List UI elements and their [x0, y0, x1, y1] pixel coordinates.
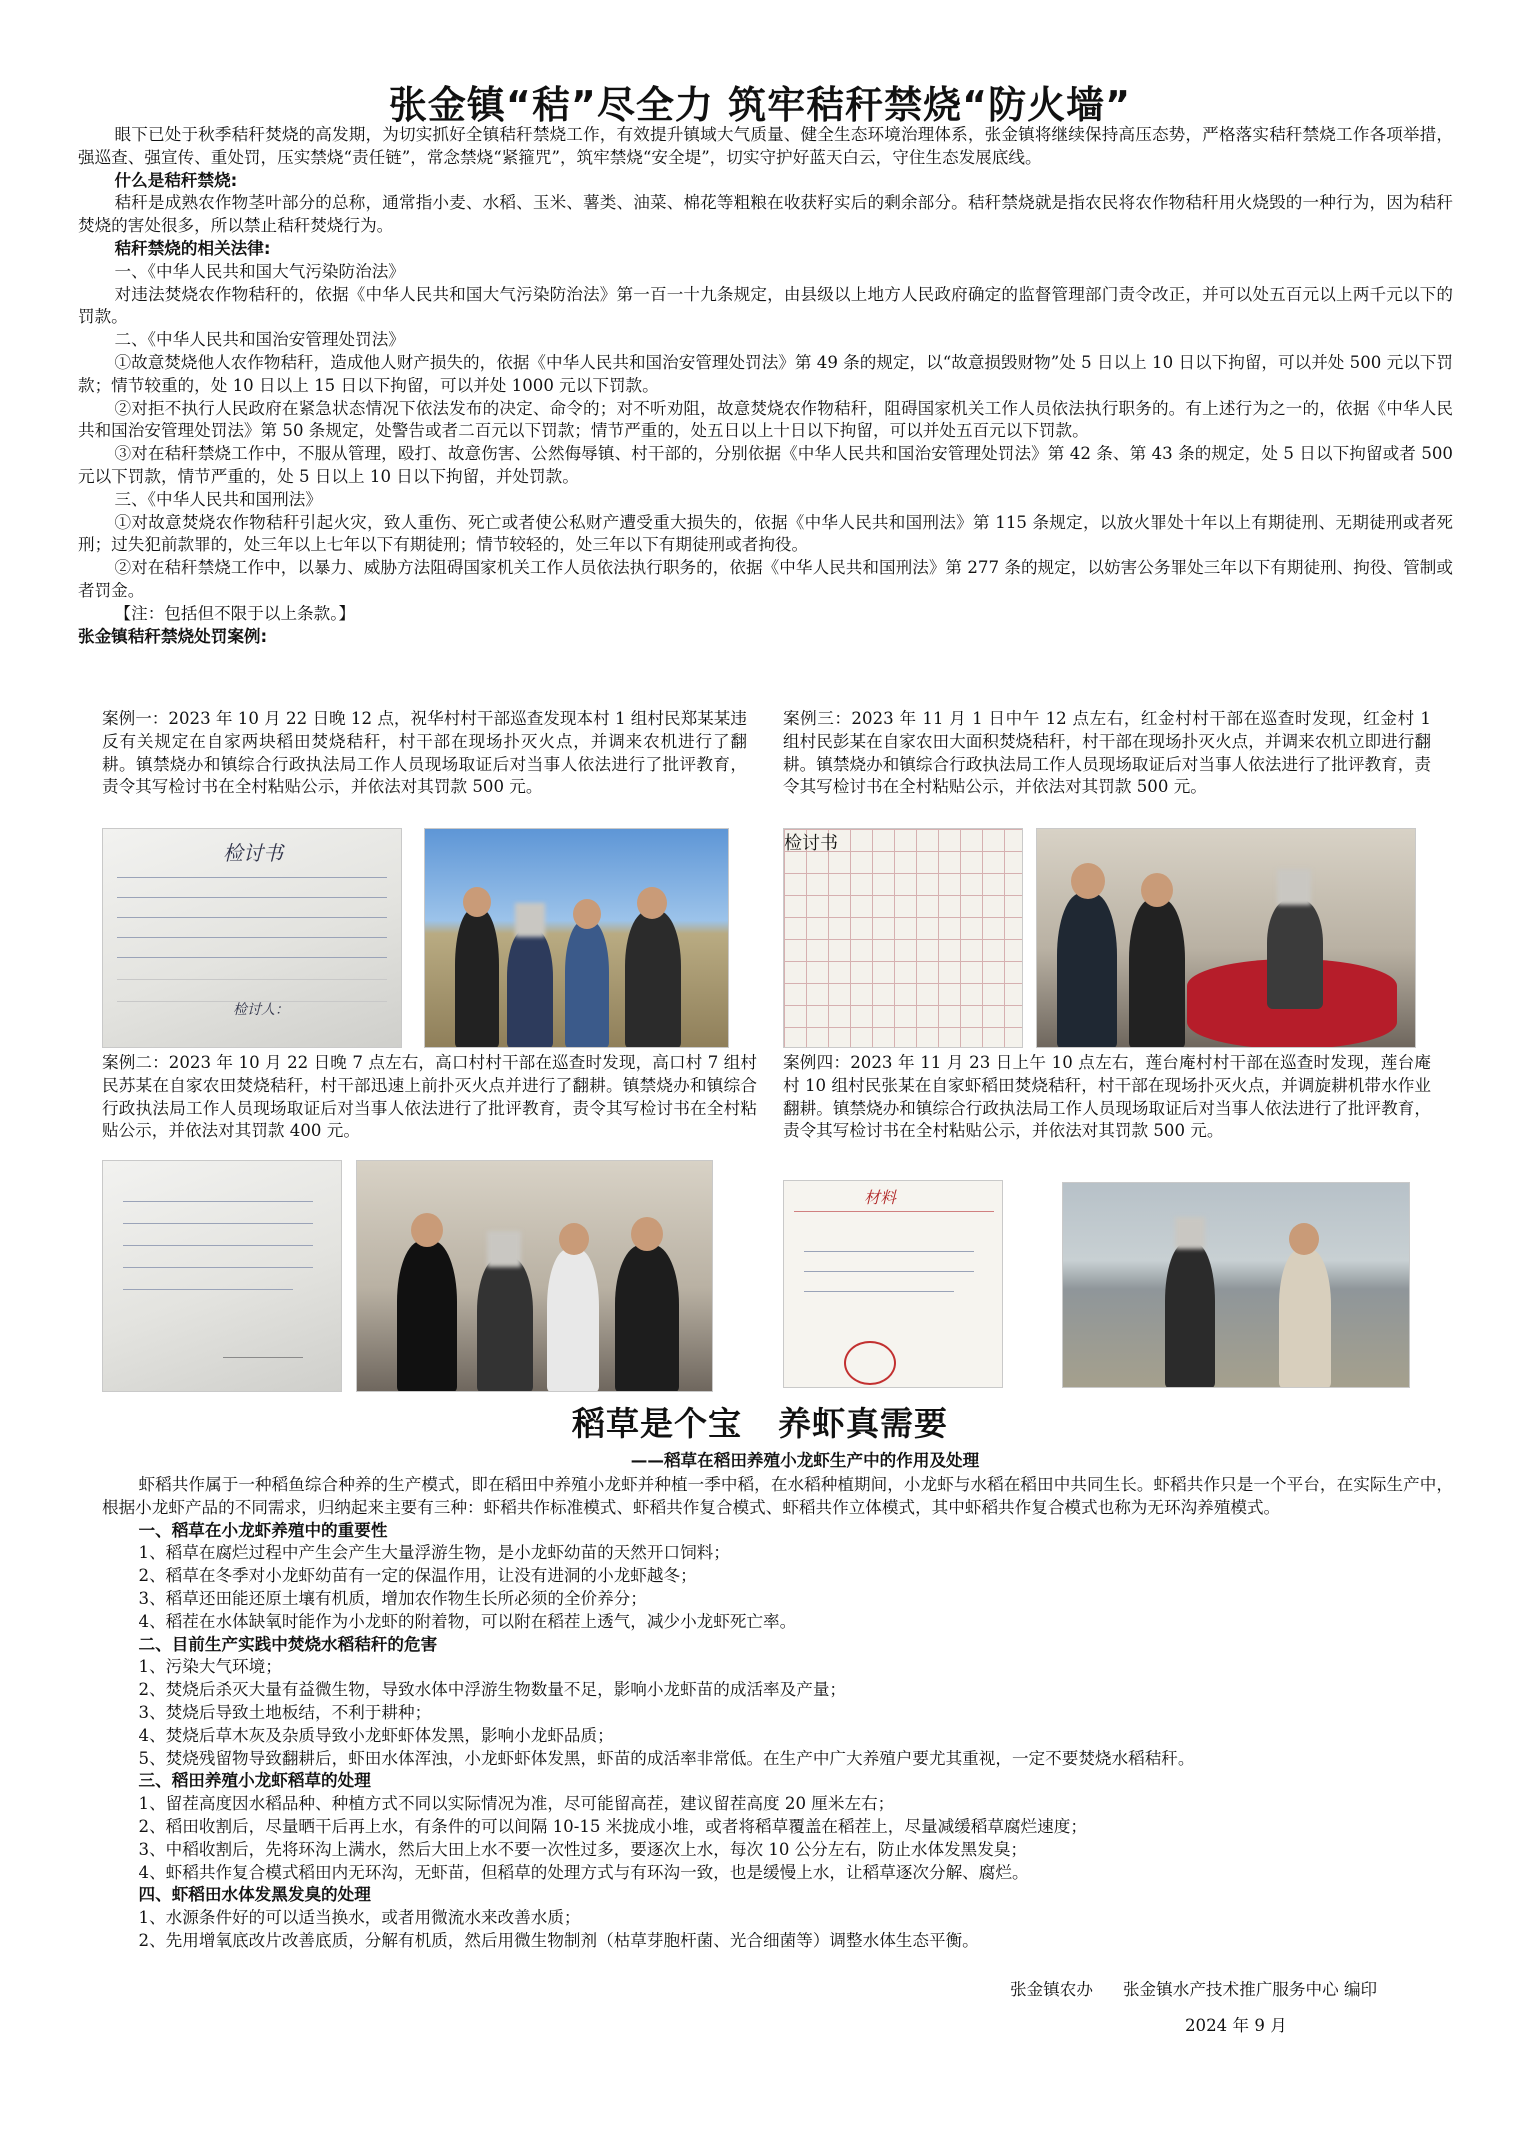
shrimp-s1-item: 2、稻草在冬季对小龙虾幼苗有一定的保温作用，让没有进洞的小龙虾越冬； [138, 1566, 697, 1586]
shrimp-subtitle: ——稻草在稻田养殖小龙虾生产中的作用及处理 [630, 1451, 980, 1470]
law2-item3: ③对在秸秆禁烧工作中，不服从管理，殴打、故意伤害、公然侮辱镇、村干部的，分别依据《中华人民共和国治安管理处罚法》第 42 条、第 43 条的规定，处 5 日以下拘留或者 500 元以下罚款，情节严重的，处 5 日以上 10 日以下拘留，并处罚款。 [78, 444, 1453, 486]
straw-ban-section [78, 124, 1453, 648]
shrimp-s3-item: 3、中稻收割后，先将环沟上满水，然后大田上水不要一次性过多，要逐次上水，每次 10 公分左右，防止水体发黑发臭； [138, 1839, 1028, 1859]
case-1-confession-photo [102, 828, 402, 1048]
case-4-text: 案例四：2023 年 11 月 23 日上午 10 点左右，莲台庵村村干部在巡查时发现，莲台庵村 10 组村民张某在自家虾稻田焚烧秸秆，村干部在现场扑灭火点，并调旋耕机带水作业翻耕。镇禁烧办和镇综合行政执法局工作人员现场取证后对当事人依法进行了批评教育，责令其写检讨书在全村粘贴公示，并依法对其罚款 500 元。 [783, 1053, 1431, 1141]
law3-item2: ②对在秸秆禁烧工作中，以暴力、威胁方法阻碍国家机关工作人员依法执行职务的，依据《中华人民共和国刑法》第 277 条的规定，以妨害公务罪处三年以下有期徒刑、拘役、管制或者罚金。 [78, 558, 1453, 600]
shrimp-intro: 虾稻共作属于一种稻鱼综合种养的生产模式，即在稻田中养殖小龙虾并种植一季中稻，在水稻种植期间，小龙虾与水稻在稻田中共同生长。虾稻共作只是一个平台，在实际生产中，根据小龙虾产品的不同需求，归纳起来主要有三种：虾稻共作标准模式、虾稻共作复合模式、虾稻共作立体模式，其中虾稻共作复合模式也称为无环沟养殖模式。 [102, 1475, 1453, 1517]
law3-title: 三、《中华人民共和国刑法》 [114, 489, 322, 509]
shrimp-s3-item: 2、稻田收割后，尽量晒干后再上水，有条件的可以间隔 10-15 米拢成小堆，或者将稻草覆盖在稻茬上，尽量减缓稻草腐烂速度； [138, 1816, 1087, 1836]
shrimp-title-a: 稻草是个宝 [572, 1404, 742, 1443]
case-2-text: 案例二：2023 年 10 月 22 日晚 7 点左右，高口村村干部在巡查时发现，高口村 7 组村民苏某在自家农田焚烧秸秆，村干部迅速上前扑灭火点并进行了翻耕。镇禁烧办和镇综合行政执法局工作人员现场取证后对当事人依法进行了批评教育，责令其写检讨书在全村粘贴公示，并依法对其罚款 400 元。 [102, 1053, 757, 1141]
law1-text: 对违法焚烧农作物秸秆的，依据《中华人民共和国大气污染防治法》第一百一十九条规定，由县级以上地方人民政府确定的监督管理部门责令改正，并可以处五百元以上两千元以下的罚款。 [78, 284, 1453, 327]
shrimp-s2-item: 1、污染大气环境； [138, 1657, 282, 1677]
case-3 [783, 708, 1431, 799]
shrimp-s2-item: 4、焚烧后草木灰及杂质导致小龙虾虾体发黑，影响小龙虾品质； [138, 1725, 614, 1745]
shrimp-s1-item: 4、稻茬在水体缺氧时能作为小龙虾的附着物，可以附在稻茬上透气，减少小龙虾死亡率。 [138, 1611, 797, 1631]
note: 【注：包括但不限于以上条款。】 [114, 603, 356, 623]
intro-paragraph: 眼下已处于秋季秸秆焚烧的高发期，为切实抓好全镇秸秆禁烧工作，有效提升镇域大气质量、健全生态环境治理体系，张金镇将继续保持高压态势，严格落实秸秆禁烧工作各项举措，强巡查、强宣传、重处罚，压实禁烧“责任链”，常念禁烧“紧箍咒”，筑牢禁烧“安全堤”，切实守护好蓝天白云，守住生态发展底线。 [78, 125, 1453, 167]
case-3-room-photo [1036, 828, 1416, 1048]
case-1 [102, 708, 747, 799]
doc-heading: 材料 [864, 1188, 897, 1207]
case-2-room-photo [356, 1160, 713, 1392]
shrimp-s3-title: 三、稻田养殖小龙虾稻草的处理 [138, 1771, 371, 1791]
shrimp-s4-item: 1、水源条件好的可以适当换水，或者用微流水来改善水质； [138, 1908, 581, 1928]
doc-heading: 检讨书 [784, 833, 838, 854]
case-4 [783, 1052, 1431, 1143]
cases-heading: 张金镇秸秆禁烧处罚案例: [78, 626, 268, 646]
law-heading: 秸秆禁烧的相关法律: [114, 238, 271, 258]
case-3-confession-photo [783, 828, 1023, 1048]
law1-title: 一、《中华人民共和国大气污染防治法》 [114, 261, 405, 281]
shrimp-s4-item: 2、先用增氧底改片改善底质，分解有机质，然后用微生物制剂（枯草芽胞杆菌、光合细菌等）调整水体生态平衡。 [138, 1930, 979, 1950]
case-1-text: 案例一：2023 年 10 月 22 日晚 12 点，祝华村村干部巡查发现本村 1 组村民郑某某违反有关规定在自家两块稻田焚烧秸秆，村干部在现场扑灭火点，并调来农机进行了翻耕。镇禁烧办和镇综合行政执法局工作人员现场取证后对当事人依法进行了批评教育，责令其写检讨书在全村粘贴公示，并依法对其罚款 500 元。 [102, 709, 747, 797]
footer-org-2: 张金镇水产技术推广服务中心 编印 [1122, 1980, 1378, 1999]
shrimp-title [0, 1398, 1520, 1445]
footer-date: 2024 年 9 月 [1185, 2016, 1287, 2035]
shrimp-s3-item: 4、虾稻共作复合模式稻田内无环沟，无虾苗，但稻草的处理方式与有环沟一致，也是缓慢上水，让稻草逐次分解、腐烂。 [138, 1862, 1029, 1882]
shrimp-s1-title: 一、稻草在小龙虾养殖中的重要性 [138, 1520, 388, 1540]
shrimp-s1-item: 1、稻草在腐烂过程中产生会产生大量浮游生物，是小龙虾幼苗的天然开口饲料； [138, 1543, 730, 1563]
case-2-confession-photo [102, 1160, 342, 1392]
case-4-material-photo [783, 1180, 1003, 1388]
footer-org-1: 张金镇农办 [1010, 1980, 1093, 1999]
shrimp-s2-item: 3、焚烧后导致土地板结，不利于耕种； [138, 1702, 432, 1722]
footer-orgs [1010, 1976, 1377, 2000]
doc-heading: 检讨书 [223, 841, 283, 865]
shrimp-s3-item: 1、留茬高度因水稻品种、种植方式不同以实际情况为准，尽可能留高茬，建议留茬高度 20 厘米左右； [138, 1794, 895, 1814]
shrimp-title-b: 养虾真需要 [778, 1404, 948, 1443]
shrimp-s2-item: 2、焚烧后杀灭大量有益微生物，导致水体中浮游生物数量不足，影响小龙虾苗的成活率及产量； [138, 1680, 847, 1700]
case-3-text: 案例三：2023 年 11 月 1 日中午 12 点左右，红金村村干部在巡查时发现，红金村 1 组村民彭某在自家农田大面积焚烧秸秆，村干部在现场扑灭火点，并调来农机立即进行翻耕。镇禁烧办和镇综合行政执法局工作人员现场取证后对当事人依法进行了批评教育，责令其写检讨书在全村粘贴公示，并依法对其罚款 500 元。 [783, 709, 1431, 797]
what-paragraph: 秸秆是成熟农作物茎叶部分的总称，通常指小麦、水稻、玉米、薯类、油菜、棉花等粗粮在收获籽实后的剩余部分。秸秆禁烧就是指农民将农作物秸秆用火烧毁的一种行为，因为秸秆焚烧的害处很多，所以禁止秸秆焚烧行为。 [78, 193, 1453, 236]
law2-item1: ①故意焚烧他人农作物秸秆，造成他人财产损失的，依据《中华人民共和国治安管理处罚法》第 49 条的规定，以“故意损毁财物”处 5 日以上 10 日以下拘留，可以并处 500 元以下罚款；情节较重的，处 10 日以上 15 日以下拘留，可以并处 1000 元以下罚款。 [78, 352, 1453, 395]
what-heading: 什么是秸秆禁烧: [114, 170, 238, 190]
page-title: 张金镇“秸”尽全力 筑牢秸秆禁烧“防火墙” [388, 83, 1132, 127]
case-4-field-photo [1062, 1182, 1410, 1388]
shrimp-s4-title: 四、虾稻田水体发黑发臭的处理 [138, 1885, 371, 1905]
case-2 [102, 1052, 757, 1143]
shrimp-section [102, 1474, 1453, 1953]
shrimp-s1-item: 3、稻草还田能还原土壤有机质，增加农作物生长所必须的全价养分； [138, 1588, 647, 1608]
shrimp-s2-title: 二、目前生产实践中焚烧水稻秸秆的危害 [138, 1634, 438, 1654]
law3-item1: ①对故意焚烧农作物秸秆引起火灾，致人重伤、死亡或者使公私财产遭受重大损失的，依据《中华人民共和国刑法》第 115 条规定，以放火罪处十年以上有期徒刑、无期徒刑或者死刑；过失犯前款罪的，处三年以上七年以下有期徒刑；情节较轻的，处三年以下有期徒刑或者拘役。 [78, 512, 1453, 555]
shrimp-s2-item: 5、焚烧残留物导致翻耕后，虾田水体浑浊，小龙虾虾体发黑，虾苗的成活率非常低。在生产中广大养殖户要尤其重视，一定不要焚烧水稻秸秆。 [138, 1748, 1195, 1768]
law2-title: 二、《中华人民共和国治安管理处罚法》 [114, 330, 405, 350]
law2-item2: ②对拒不执行人民政府在紧急状态情况下依法发布的决定、命令的；对不听劝阻，故意焚烧农作物秸秆，阻碍国家机关工作人员依法执行职务的。有上述行为之一的，依据《中华人民共和国治安管理处罚法》第 50 条规定，处警告或者二百元以下罚款；情节严重的，处五日以上十日以下拘留，可以并处五百元以下罚款。 [78, 398, 1453, 441]
case-1-field-photo [424, 828, 729, 1048]
doc-signature: 检讨人： [233, 1002, 289, 1018]
